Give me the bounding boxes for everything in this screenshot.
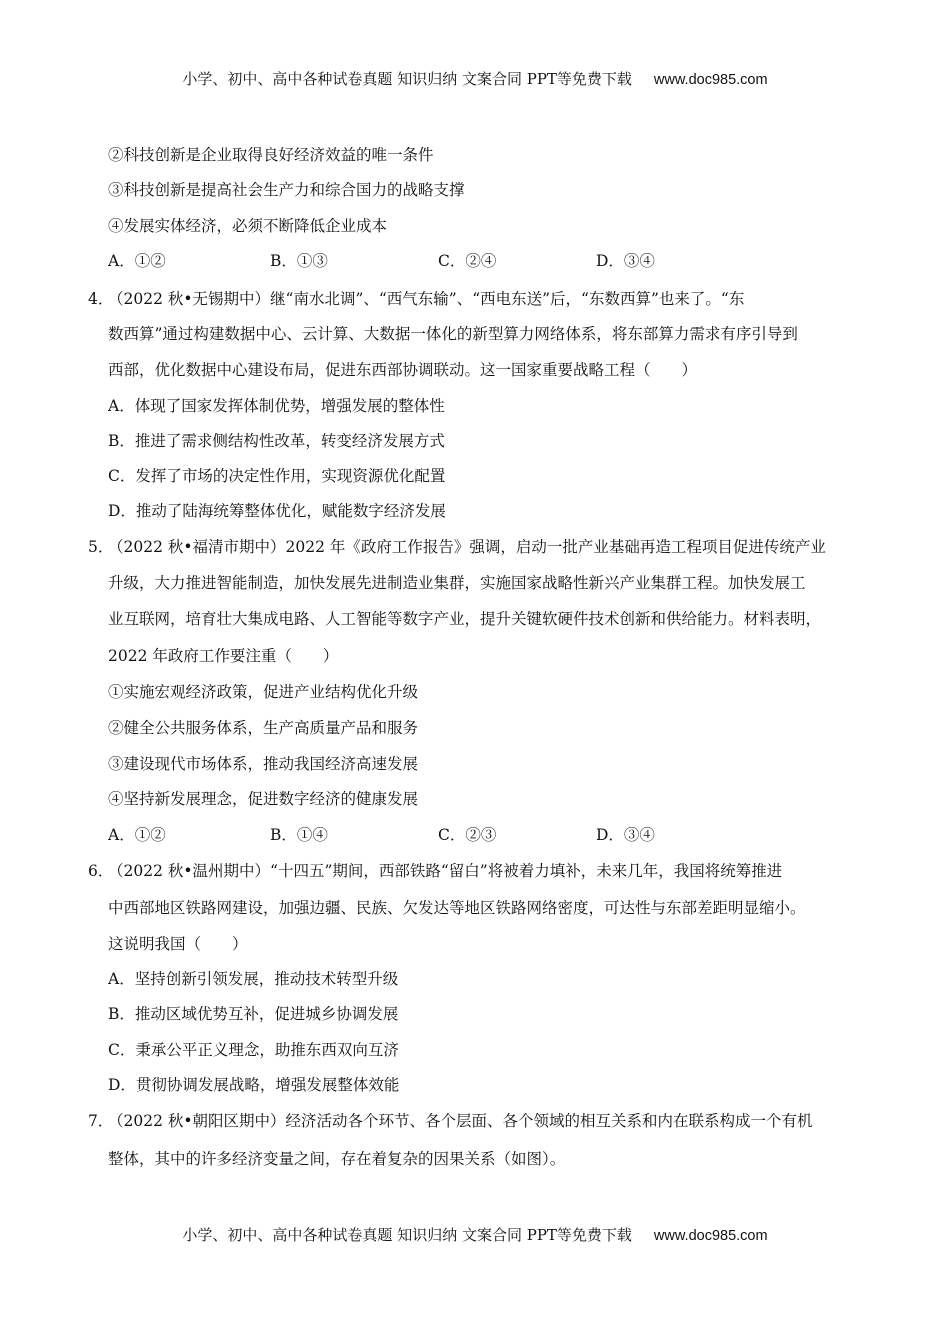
q6-option-d[interactable]: D．贯彻协调发展战略，增强发展整体效能 <box>108 1076 400 1094</box>
q3-item-3: ③科技创新是提高社会生产力和综合国力的战略支撑 <box>108 181 465 199</box>
q3-option-b[interactable]: B．①③ <box>270 252 328 270</box>
q4-option-a[interactable]: A．体现了国家发挥体制优势，增强发展的整体性 <box>108 397 445 415</box>
q5-option-a[interactable]: A．①② <box>108 826 166 844</box>
q3-item-2: ②科技创新是企业取得良好经济效益的唯一条件 <box>108 146 434 164</box>
q7-number: 7． <box>88 1112 114 1130</box>
q6-stem-line-3: 这说明我国（ ） <box>108 935 248 953</box>
header-text: 小学、初中、高中各种试卷真题 知识归纳 文案合同 PPT等免费下载 <box>182 70 632 88</box>
q4-number: 4． <box>88 290 114 308</box>
q5-item-2: ②健全公共服务体系，生产高质量产品和服务 <box>108 719 419 737</box>
q3-item-4: ④发展实体经济，必须不断降低企业成本 <box>108 217 388 235</box>
q6-option-c[interactable]: C．秉承公平正义理念，助推东西双向互济 <box>108 1041 399 1059</box>
q4-option-c[interactable]: C．发挥了市场的决定性作用，实现资源优化配置 <box>108 467 446 485</box>
q7-stem-line-2: 整体，其中的许多经济变量之间，存在着复杂的因果关系（如图）。 <box>108 1150 566 1168</box>
q5-stem-line-3: 业互联网，培育壮大集成电路、人工智能等数字产业，提升关键软硬件技术创新和供给能力。材料表明， <box>108 610 822 628</box>
q4-option-b[interactable]: B．推进了需求侧结构性改革，转变经济发展方式 <box>108 432 445 450</box>
q5-item-1: ①实施宏观经济政策，促进产业结构优化升级 <box>108 683 419 701</box>
q5-stem-line-1: （2022 秋•福清市期中）2022 年《政府工作报告》强调，启动一批产业基础再造工程项目促进传统产业 <box>108 538 826 556</box>
q5-number: 5． <box>88 538 114 556</box>
q4-stem-line-1: （2022 秋•无锡期中）继“南水北调”、“西气东输”、“西电东送”后，“东数西算”也来了。“东 <box>108 290 745 308</box>
q4-stem-line-3: 西部，优化数据中心建设布局，促进东西部协调联动。这一国家重要战略工程（ ） <box>108 361 698 379</box>
q6-option-a[interactable]: A．坚持创新引领发展，推动技术转型升级 <box>108 970 399 988</box>
q4-option-d[interactable]: D．推动了陆海统筹整体优化，赋能数字经济发展 <box>108 502 446 520</box>
q5-item-3: ③建设现代市场体系，推动我国经济高速发展 <box>108 755 419 773</box>
q5-option-c[interactable]: C．②③ <box>438 826 497 844</box>
q3-option-d[interactable]: D．③④ <box>596 252 655 270</box>
header-site-link[interactable]: www.doc985.com <box>653 72 768 88</box>
q5-stem-line-4: 2022 年政府工作要注重（ ） <box>108 647 339 665</box>
footer-text: 小学、初中、高中各种试卷真题 知识归纳 文案合同 PPT等免费下载 <box>182 1226 632 1244</box>
q6-option-b[interactable]: B．推动区域优势互补，促进城乡协调发展 <box>108 1005 399 1023</box>
q3-option-a[interactable]: A．①② <box>108 252 166 270</box>
q5-option-b[interactable]: B．①④ <box>270 826 328 844</box>
page-footer <box>0 1224 950 1245</box>
q6-stem-line-1: （2022 秋•温州期中）“十四五”期间，西部铁路“留白”将被着力填补，未来几年，我国将统筹推进 <box>108 862 783 880</box>
q6-stem-line-2: 中西部地区铁路网建设，加强边疆、民族、欠发达等地区铁路网络密度，可达性与东部差距明显缩小。 <box>108 899 806 917</box>
page-header <box>0 68 950 89</box>
q5-option-d[interactable]: D．③④ <box>596 826 655 844</box>
q3-option-c[interactable]: C．②④ <box>438 252 497 270</box>
q4-stem-line-2: 数西算”通过构建数据中心、云计算、大数据一体化的新型算力网络体系，将东部算力需求有序引导到 <box>108 325 798 343</box>
q6-number: 6． <box>88 862 114 880</box>
q7-stem-line-1: （2022 秋•朝阳区期中）经济活动各个环节、各个层面、各个领域的相互关系和内在联系构成一个有机 <box>108 1112 813 1130</box>
footer-site-link[interactable]: www.doc985.com <box>653 1228 768 1244</box>
q5-item-4: ④坚持新发展理念，促进数字经济的健康发展 <box>108 790 419 808</box>
q5-stem-line-2: 升级，大力推进智能制造，加快发展先进制造业集群，实施国家战略性新兴产业集群工程。加快发展工 <box>108 574 806 592</box>
